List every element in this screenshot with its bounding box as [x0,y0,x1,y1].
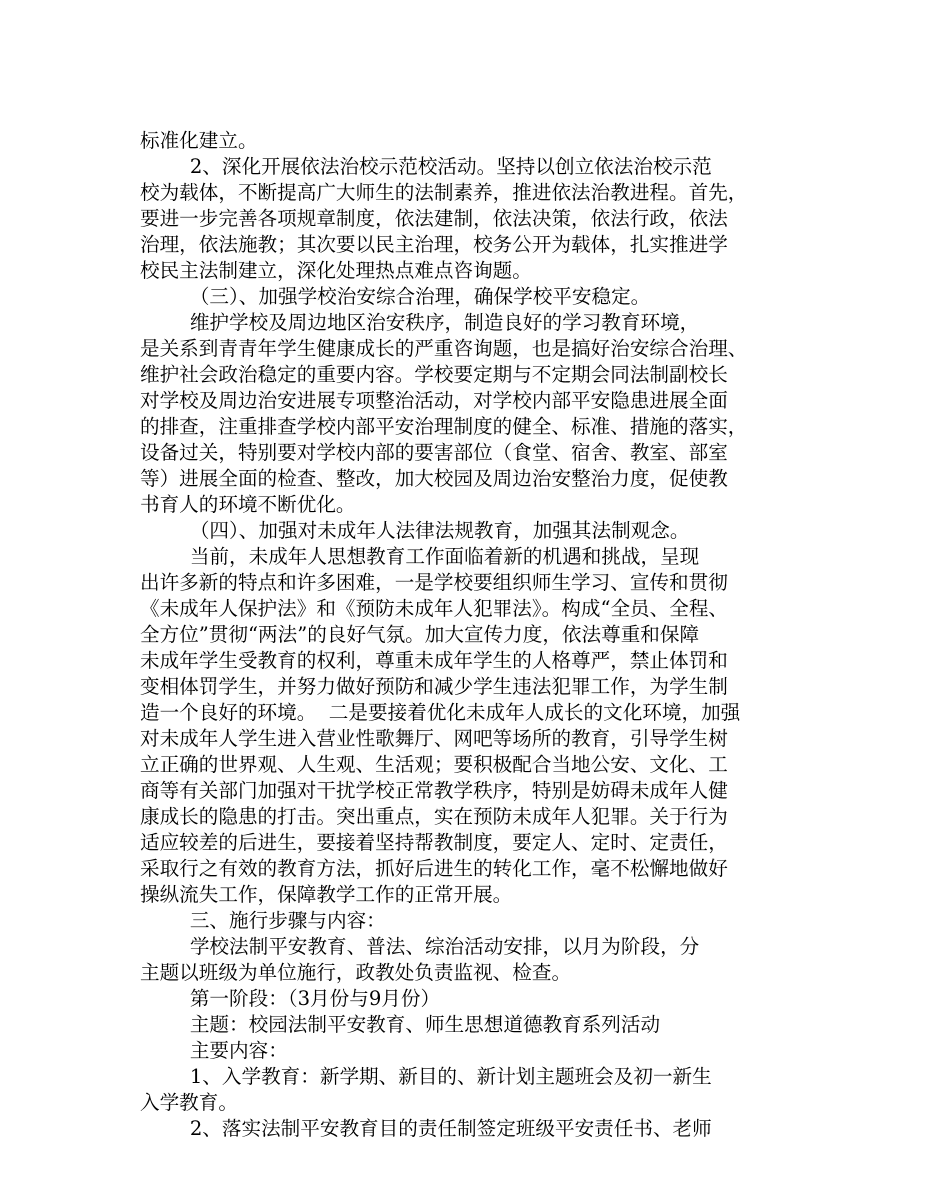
text-line: 主要内容： [140,1039,288,1062]
text-line: 变相体罚学生，并努力做好预防和减少学生违法犯罪工作，为学生制 [140,675,728,698]
text-line: 主题以班级为单位施行，政教处负责监视、检查。 [140,961,572,984]
section-heading: 三、施行步骤与内容： [140,909,386,932]
text-line: 校民主法制建立，深化处理热点难点咨询题。 [140,259,532,282]
text-line: 第一阶段：（3月份与9月份） [140,987,441,1010]
text-line: 采取行之有效的教育方法，抓好后进生的转化工作，毫不松懈地做好 [140,857,728,880]
text-line: 标准化建立。 [140,129,258,152]
text-line: 对未成年人学生进入营业性歌舞厅、网吧等场所的教育，引导学生树 [140,727,728,750]
text-line: 治理，依法施教；其次要以民主治理，校务公开为载体，扎实推进学 [140,233,728,256]
text-line: 维护社会政治稳定的重要内容。学校要定期与不定期会同法制副校长 [140,363,728,386]
text-line: 当前，未成年人思想教育工作面临着新的机遇和挑战，呈现 [140,545,700,568]
text-line: 书育人的环境不断优化。 [140,493,356,516]
text-line: 造一个良好的环境。 二是要接着优化未成年人成长的文化环境，加强 [140,701,741,724]
section-heading: （四）、加强对未成年人法律法规教育，加强其法制观念。 [140,519,690,542]
text-line: 商等有关部门加强对干扰学校正常教学秩序，特别是妨碍未成年人健 [140,779,728,802]
text-line: 对学校及周边治安进展专项整治活动，对学校内部平安隐患进展全面 [140,389,728,412]
text-line: 维护学校及周边地区治安秩序，制造良好的学习教育环境， [140,311,700,334]
text-line: 主题：校园法制平安教育、师生思想道德教育系列活动 [140,1013,661,1036]
text-line: 要进一步完善各项规章制度，依法建制，依法决策，依法行政，依法 [140,207,728,230]
text-line: 学校法制平安教育、普法、综治活动安排，以月为阶段，分 [140,935,700,958]
text-line: 2、深化开展依法治校示范校活动。坚持以创立依法治校示范 [140,155,712,178]
text-line: 未成年学生受教育的权利，尊重未成年学生的人格尊严，禁止体罚和 [140,649,728,672]
text-line: 是关系到青青年学生健康成长的严重咨询题，也是搞好治安综合治理、 [140,337,748,360]
text-line: 出许多新的特点和许多困难，一是学校要组织师生学习、宣传和贯彻 [140,571,728,594]
text-line: 康成长的隐患的打击。突出重点，实在预防未成年人犯罪。关于行为 [140,805,728,828]
text-line: 校为载体，不断提高广大师生的法制素养，推进依法治教进程。首先， [140,181,748,204]
text-line: 2、落实法制平安教育目的责任制签定班级平安责任书、老师 [140,1117,712,1140]
text-line: 《未成年人保护法》和《预防未成年人犯罪法》。构成“全员、全程、 [140,597,729,620]
text-line: 全方位”贯彻“两法”的良好气氛。加大宣传力度，依法尊重和保障 [140,623,700,646]
text-line: 等）进展全面的检查、整改，加大校园及周边治安整治力度，促使教 [140,467,728,490]
text-line: 入学教育。 [140,1091,238,1114]
text-line: 设备过关，特别要对学校内部的要害部位（食堂、宿舍、教室、部室 [140,441,728,464]
text-line: 操纵流失工作，保障教学工作的正常开展。 [140,883,513,906]
text-line: 1、入学教育：新学期、新目的、新计划主题班会及初一新生 [140,1065,712,1088]
section-heading: （三）、加强学校治安综合治理，确保学校平安稳定。 [140,285,651,308]
text-line: 适应较差的后进生，要接着坚持帮教制度，要定人、定时、定责任， [140,831,728,854]
text-line: 的排查，注重排查学校内部平安治理制度的健全、标准、措施的落实， [140,415,748,438]
text-line: 立正确的世界观、人生观、生活观；要积极配合当地公安、文化、工 [140,753,728,776]
